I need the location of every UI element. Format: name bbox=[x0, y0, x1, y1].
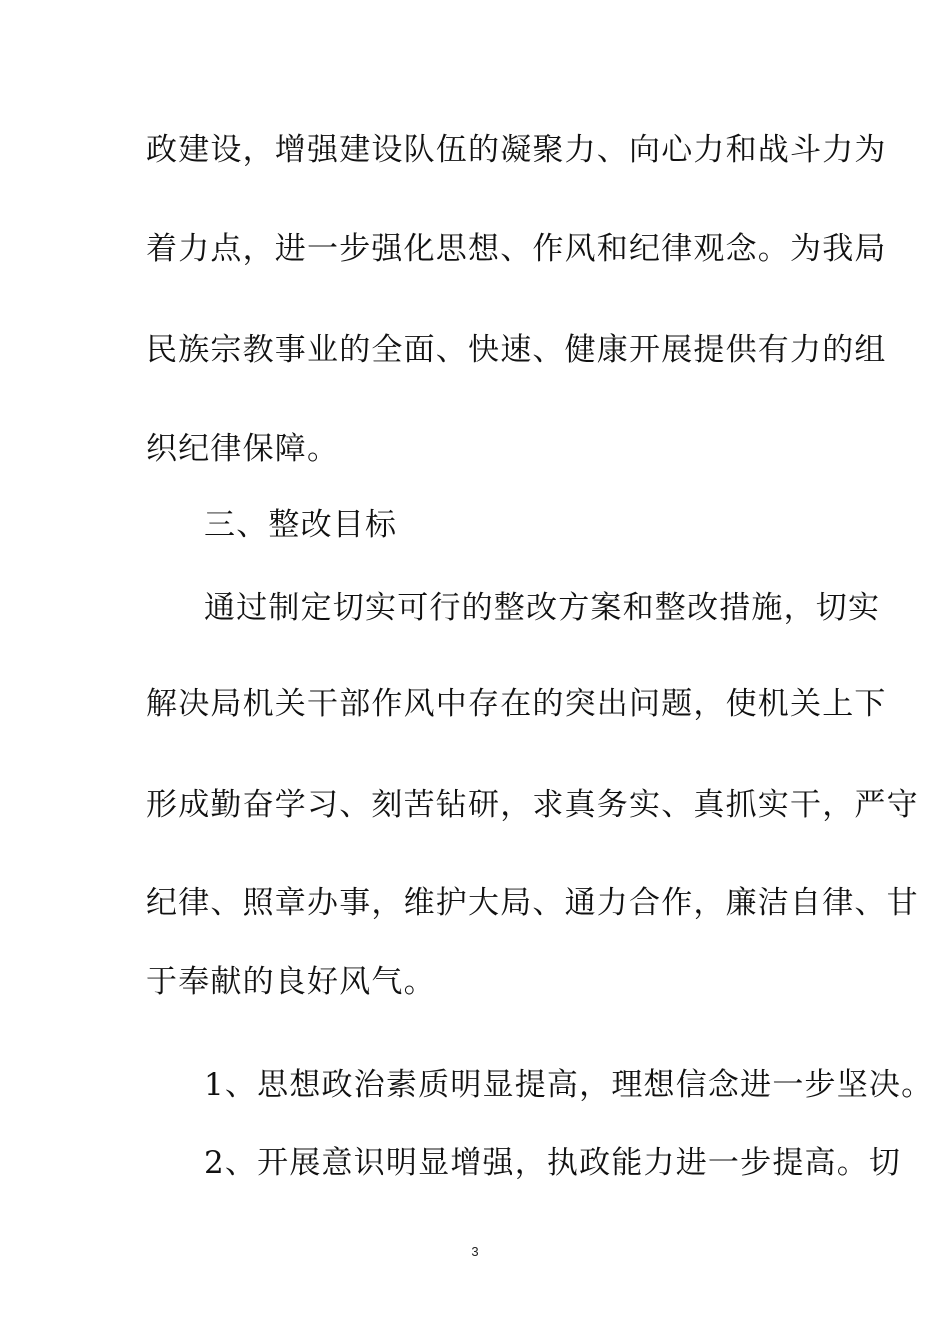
body-line: 着力点，进一步强化思想、作风和纪律观念。为我局 bbox=[146, 231, 887, 267]
list-item: 1、思想政治素质明显提高，理想信念进一步坚决。 bbox=[204, 1067, 934, 1103]
section-heading: 三、整改目标 bbox=[204, 507, 398, 543]
body-line: 民族宗教事业的全面、快速、健康开展提供有力的组 bbox=[146, 332, 887, 368]
body-line: 织纪律保障。 bbox=[146, 431, 340, 467]
body-line: 政建设，增强建设队伍的凝聚力、向心力和战斗力为 bbox=[146, 132, 887, 168]
body-line: 解决局机关干部作风中存在的突出问题，使机关上下 bbox=[146, 686, 887, 722]
body-line: 纪律、照章办事，维护大局、通力合作，廉洁自律、甘 bbox=[146, 885, 919, 921]
body-line: 于奉献的良好风气。 bbox=[146, 964, 436, 1000]
body-line: 通过制定切实可行的整改方案和整改措施，切实 bbox=[204, 590, 881, 626]
list-item: 2、开展意识明显增强，执政能力进一步提高。切 bbox=[204, 1145, 902, 1181]
body-line: 形成勤奋学习、刻苦钻研，求真务实、真抓实干，严守 bbox=[146, 787, 919, 823]
page-number: 3 bbox=[471, 1244, 479, 1259]
